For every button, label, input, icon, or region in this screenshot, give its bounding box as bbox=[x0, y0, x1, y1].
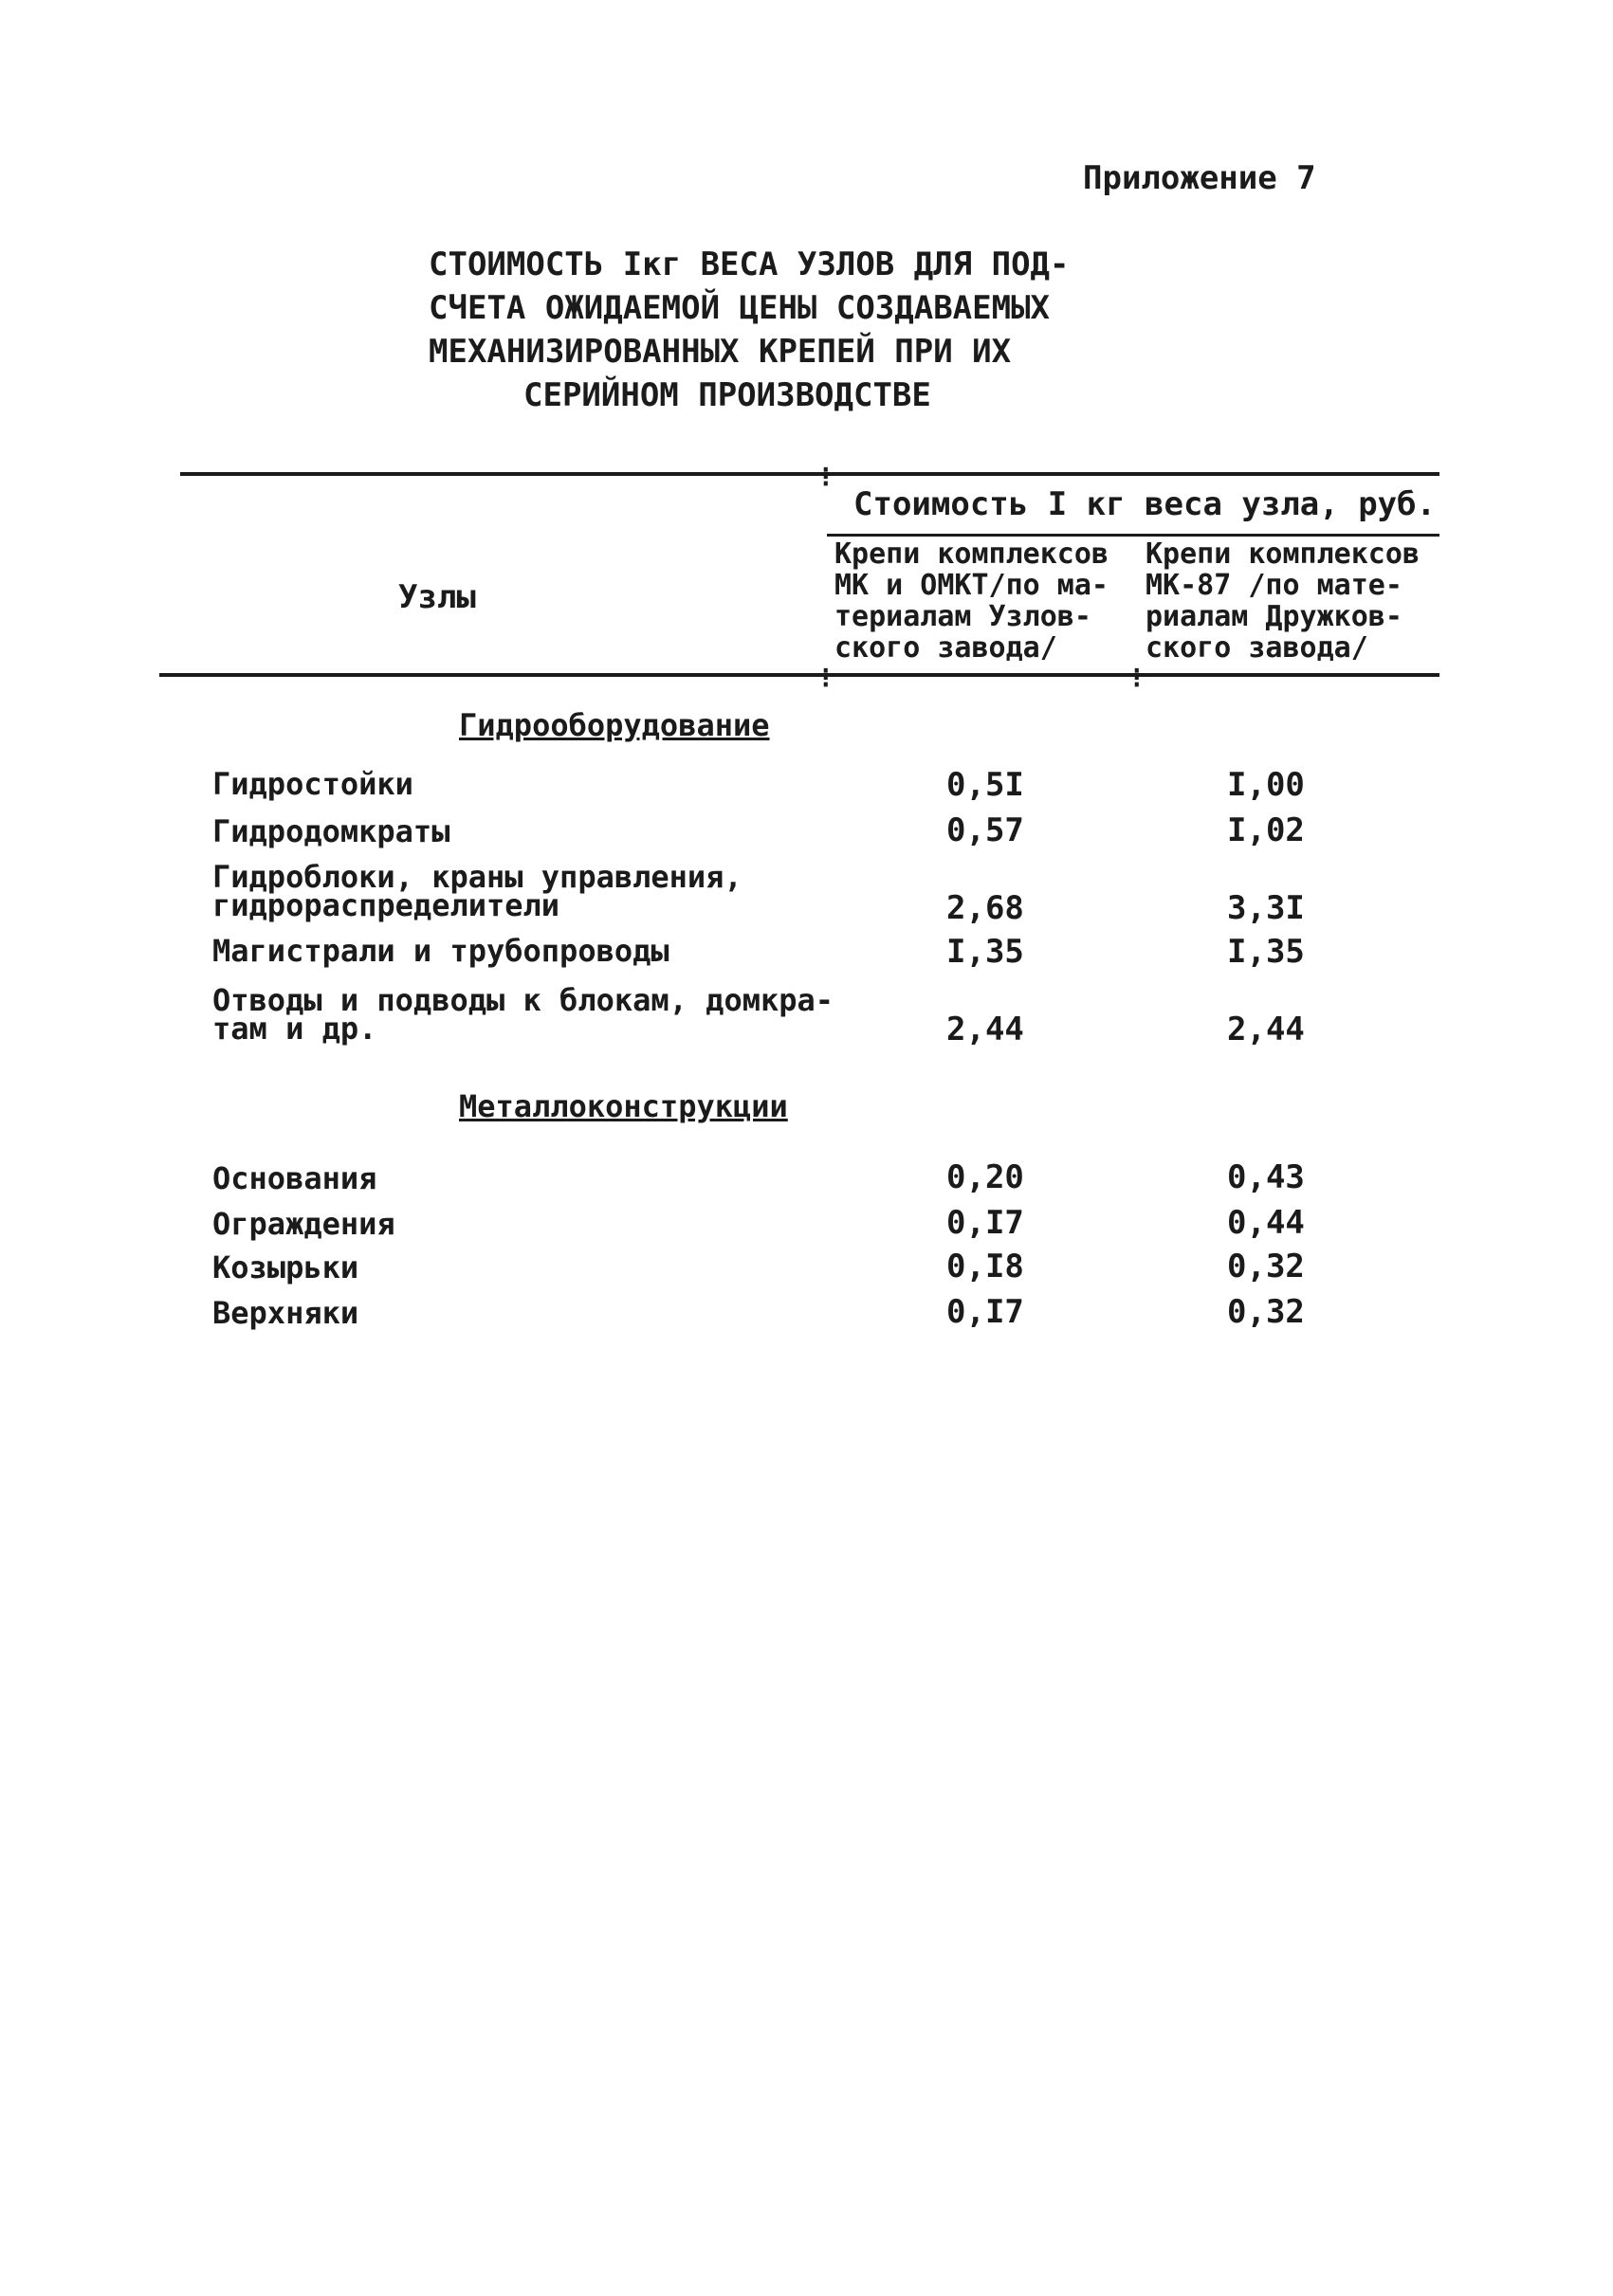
table-row-name: Козырьки bbox=[212, 1249, 359, 1285]
table-cell-value: 0,20 bbox=[946, 1158, 1024, 1196]
table-cell-value: I,00 bbox=[1227, 766, 1305, 804]
table-cell-value: 0,32 bbox=[1227, 1248, 1305, 1285]
table-cell-value: 2,44 bbox=[946, 1011, 1024, 1048]
table-row-name: Гидроблоки, краны управления, гидрораспределители bbox=[212, 859, 742, 923]
table-cell-value: 2,44 bbox=[1227, 1011, 1305, 1048]
title-line-4: СЕРИЙНОМ ПРОИЗВОДСТВЕ bbox=[523, 376, 931, 414]
column-separator-mark: ⁝ bbox=[1132, 662, 1142, 695]
title-line-3: МЕХАНИЗИРОВАННЫХ КРЕПЕЙ ПРИ ИХ bbox=[429, 333, 1012, 371]
table-cell-value: 0,I8 bbox=[946, 1248, 1024, 1285]
table-cell-value: 3,3I bbox=[1227, 889, 1305, 927]
table-cell-value: 0,5I bbox=[946, 766, 1024, 804]
table-cell-value: 0,I7 bbox=[946, 1204, 1024, 1242]
table-row-name: Магистрали и трубопроводы bbox=[212, 933, 669, 969]
appendix-label: Приложение 7 bbox=[1083, 159, 1316, 197]
table-row-name: Основания bbox=[212, 1160, 377, 1196]
column-separator-mark: ⁝ bbox=[821, 461, 831, 494]
table-cell-value: 0,I7 bbox=[946, 1293, 1024, 1331]
table-cell-value: 0,43 bbox=[1227, 1158, 1305, 1196]
table-row-name: Отводы и подводы к блокам, домкра- там и др. bbox=[212, 982, 834, 1047]
column-header-uzlovaya: Крепи комплексов МК и ОМКТ/по ма- териалам Узлов- ского завода/ bbox=[834, 538, 1109, 665]
section-heading-metal-structures: Металлоконструкции bbox=[459, 1088, 788, 1124]
table-header-divider bbox=[827, 534, 1439, 537]
table-cell-value: I,35 bbox=[946, 933, 1024, 971]
table-cell-value: I,35 bbox=[1227, 933, 1305, 971]
title-line-1: СТОИМОСТЬ Iкг ВЕСА УЗЛОВ ДЛЯ ПОД- bbox=[429, 246, 1070, 283]
document-title bbox=[429, 243, 1111, 417]
table-cell-value: 0,44 bbox=[1227, 1204, 1305, 1242]
column-header-group: Стоимость I кг веса узла, руб. bbox=[853, 485, 1437, 523]
table-row-name: Гидростойки bbox=[212, 766, 413, 802]
table-row-name: Гидродомкраты bbox=[212, 813, 450, 849]
column-separator-mark: ⁝ bbox=[821, 662, 831, 695]
table-cell-value: 0,57 bbox=[946, 811, 1024, 849]
table-cell-value: I,02 bbox=[1227, 811, 1305, 849]
table-cell-value: 2,68 bbox=[946, 889, 1024, 927]
table-top-rule bbox=[180, 472, 1439, 476]
table-row-name: Верхняки bbox=[212, 1295, 359, 1331]
table-cell-value: 0,32 bbox=[1227, 1293, 1305, 1331]
column-header-druzhkovka: Крепи комплексов МК-87 /по мате- риалам Дружков- ского завода/ bbox=[1146, 538, 1420, 665]
section-heading-hydraulics: Гидрооборудование bbox=[459, 707, 770, 743]
table-header-bottom-rule bbox=[159, 673, 1439, 677]
title-line-2: СЧЕТА ОЖИДАЕМОЙ ЦЕНЫ СОЗДАВАЕМЫХ bbox=[429, 289, 1051, 327]
table-row-name: Ограждения bbox=[212, 1206, 395, 1242]
column-header-nodes: Узлы bbox=[398, 578, 476, 616]
